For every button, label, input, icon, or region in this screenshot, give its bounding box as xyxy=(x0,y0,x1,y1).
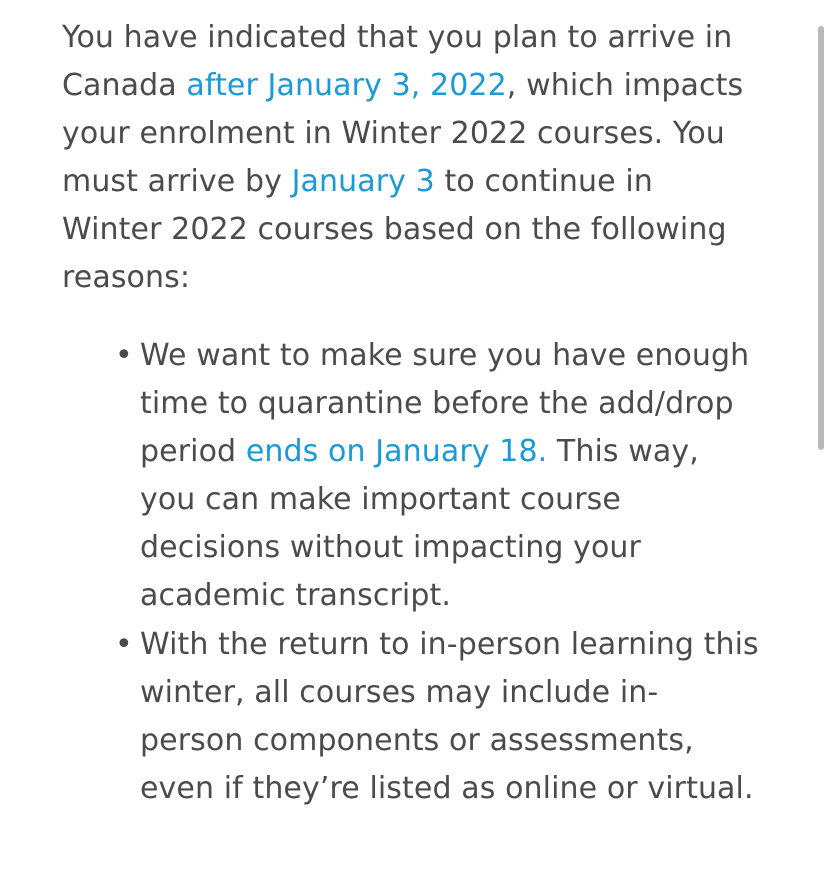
list-item xyxy=(62,332,760,620)
vertical-scrollbar[interactable] xyxy=(814,0,828,888)
intro-paragraph: You have indicated that you plan to arrive in Canada after January 3, 2022, which impacts your enrolment in Winter 2022 courses. You must arrive by January 3 to continue in Winter 2022 courses based on the following reasons: xyxy=(62,20,744,295)
bullet-point-icon: • xyxy=(115,338,133,373)
list-item-text: With the return to in-person learning this winter, all courses may include in-person components or assessments, even if they’re listed as online or virtual. xyxy=(140,627,759,806)
scrollbar-thumb[interactable] xyxy=(818,26,824,450)
list-item-text: We want to make sure you have enough time to quarantine before the add/drop period ends on January 18. This way, you can make important course decisions without impacting your academic transcript. xyxy=(140,338,750,613)
inline-link[interactable]: ends on January 18. xyxy=(245,434,548,469)
list-item xyxy=(62,621,760,813)
reasons-list xyxy=(62,332,760,813)
inline-link[interactable]: after January 3, 2022 xyxy=(186,68,507,103)
bullet-point-icon: • xyxy=(115,627,133,662)
inline-link[interactable]: January 3 xyxy=(291,164,435,199)
